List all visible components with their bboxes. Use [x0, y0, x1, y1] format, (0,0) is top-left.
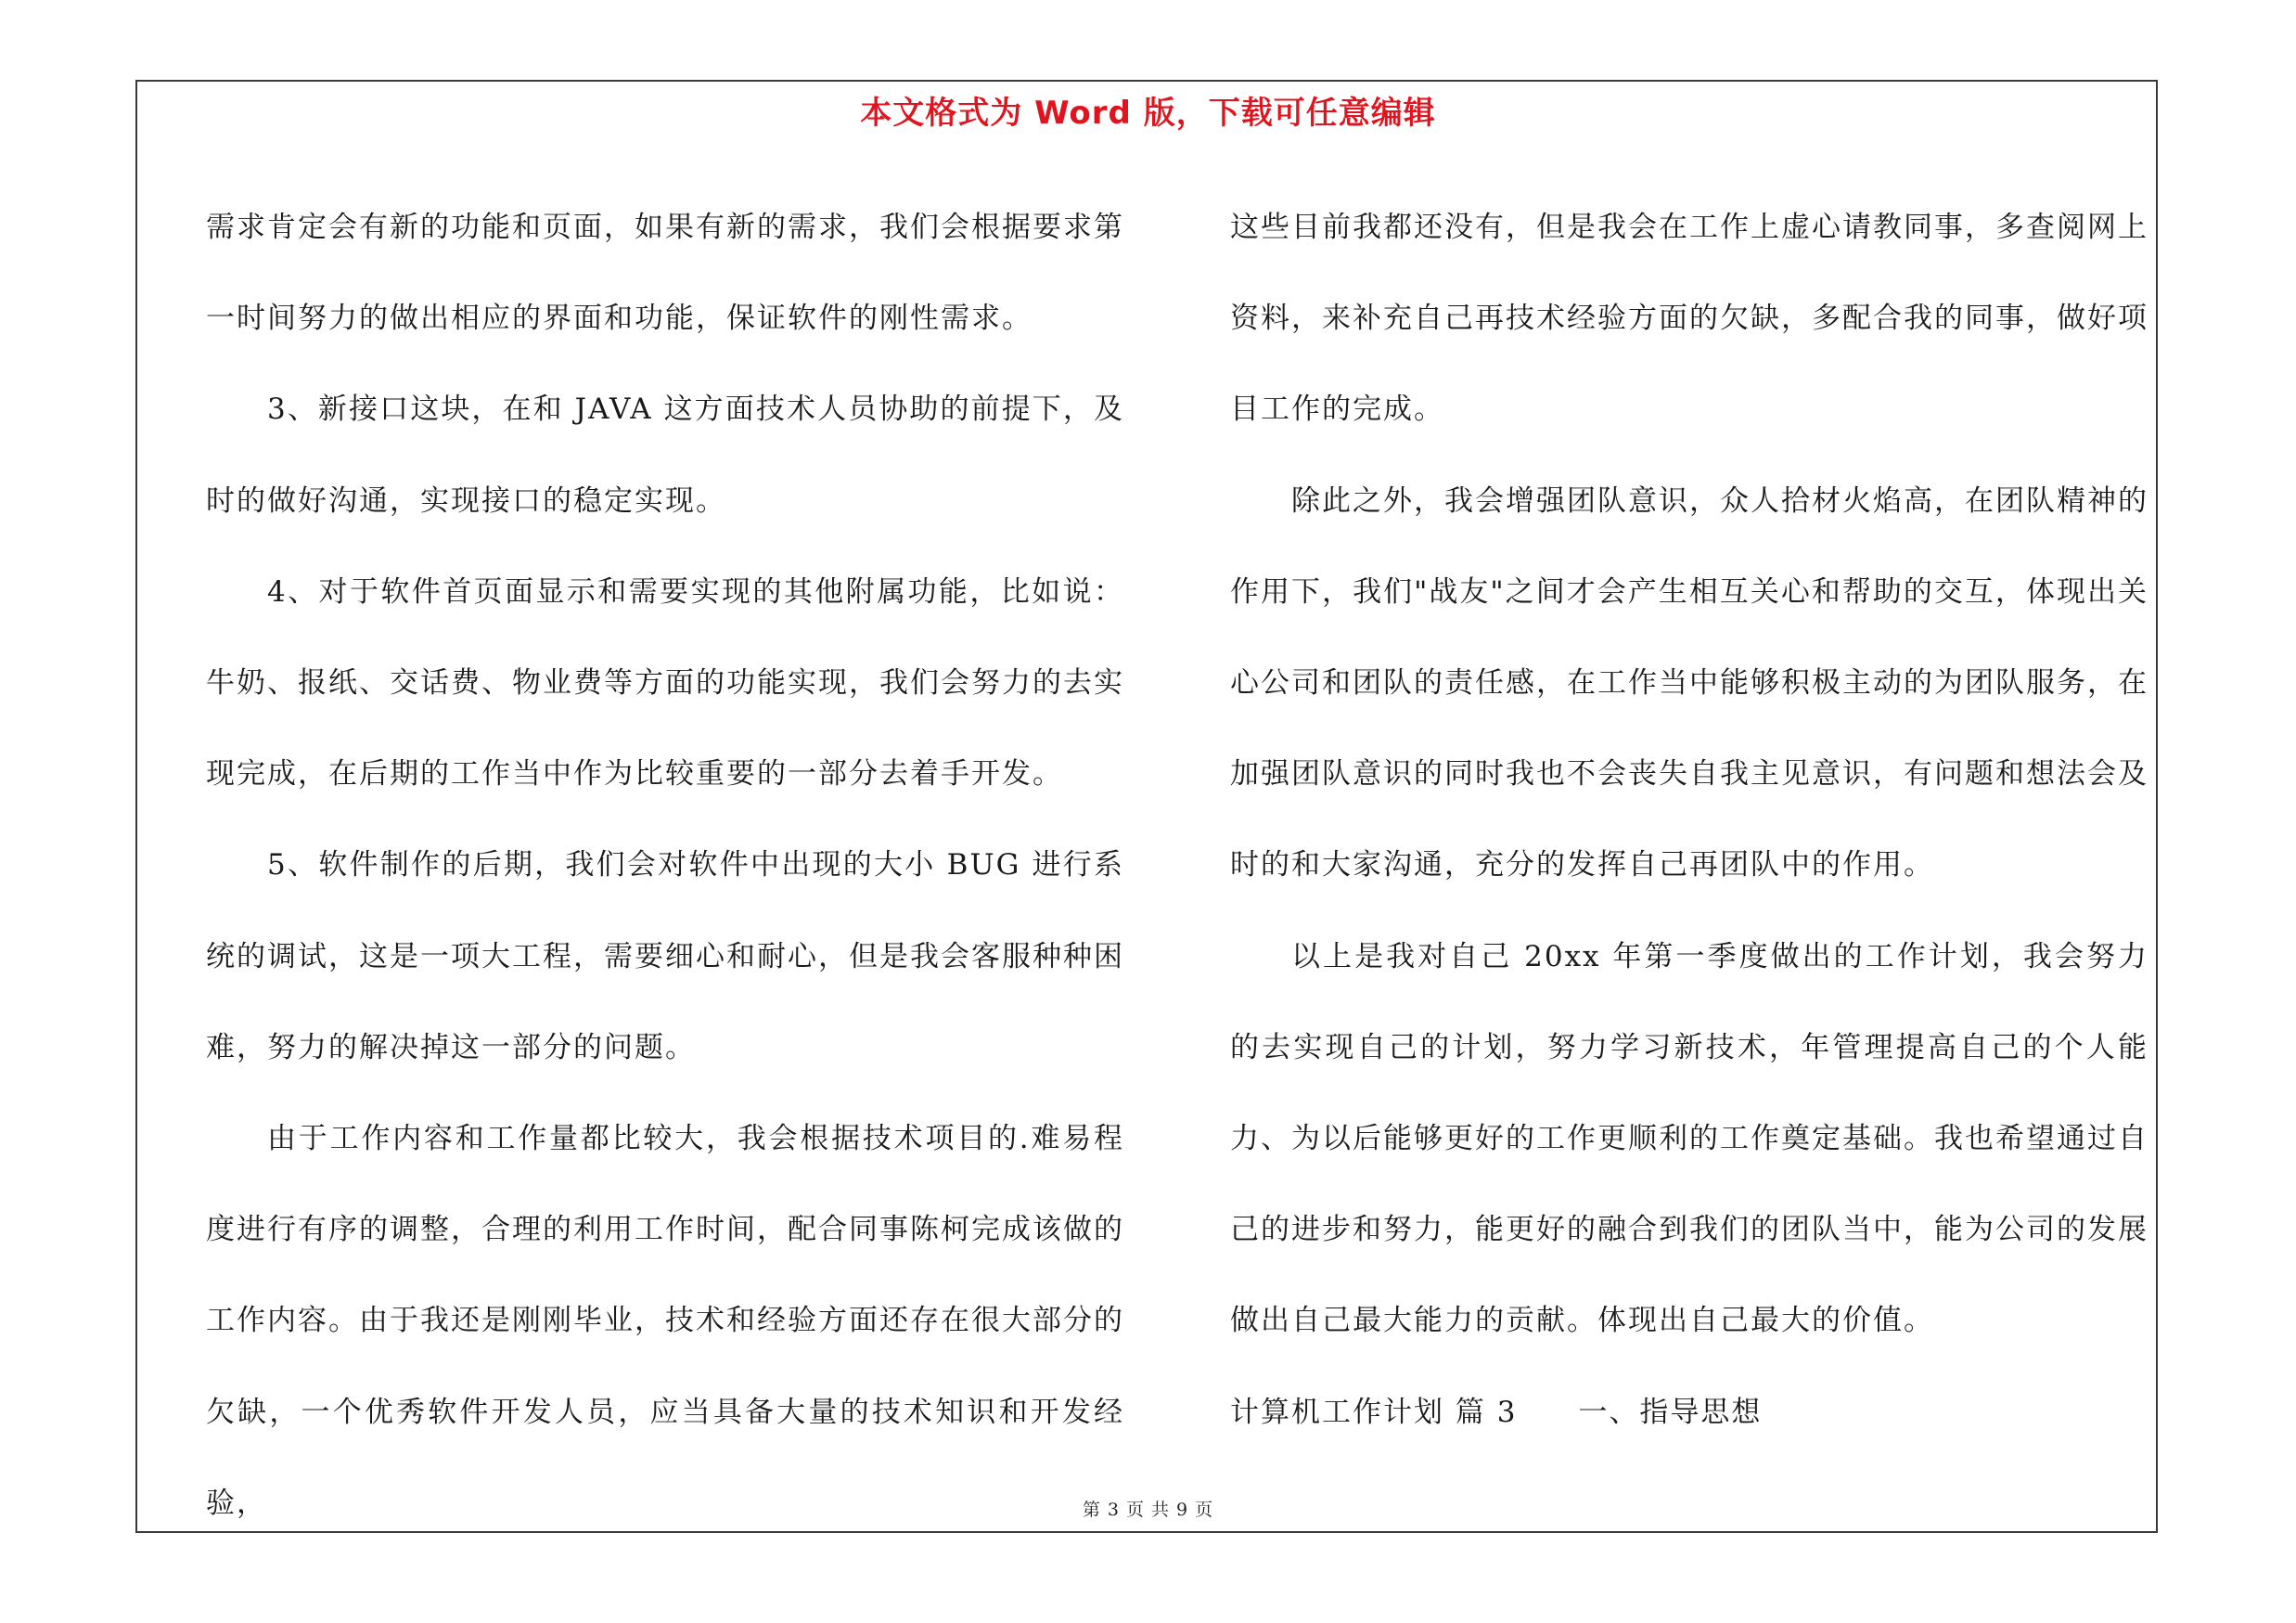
right-text-column — [1230, 182, 2148, 1458]
section-subtitle: 一、指导思想 — [1578, 1395, 1763, 1429]
paragraph-learning: 这些目前我都还没有，但是我会在工作上虚心请教同事，多查阅网上资料，来补充自己再技术经验方面的欠缺，多配合我的同事，做好项目工作的完成。 — [1230, 211, 2148, 427]
section-title: 计算机工作计划 篇 3 — [1230, 1395, 1518, 1429]
left-text-column — [206, 182, 1124, 1549]
paragraph-item-4-homepage: 4、对于软件首页面显示和需要实现的其他附属功能，比如说：牛奶、报纸、交话费、物业费等方面的功能实现，我们会努力的去实现完成，在后期的工作当中作为比较重要的一部分去着手开发。 — [206, 574, 1124, 792]
page-number-footer: 第 3 页 共 9 页 — [1082, 1500, 1214, 1520]
paragraph-summary: 以上是我对自己 20xx 年第一季度做出的工作计划，我会努力的去实现自己的计划，努力学习新技术，年管理提高自己的个人能力、为以后能够更好的工作更顺利的工作奠定基础。我也希望通过自己的进步和努力，能更好的融合到我们的团队当中，能为公司的发展做出自己最大能力的贡献。体现出自己最大的价值。 — [1230, 939, 2148, 1338]
paragraph-item-3-interface: 3、新接口这块，在和 JAVA 这方面技术人员协助的前提下，及时的做好沟通，实现接口的稳定实现。 — [206, 393, 1124, 518]
paragraph-teamwork: 除此之外，我会增强团队意识，众人拾材火焰高，在团队精神的作用下，我们"战友"之间才会产生相互关心和帮助的交互，体现出关心公司和团队的责任感，在工作当中能够积极主动的为团队服务，在加强团队意识的同时我也不会丧失自我主见意识，有问题和想法会及时的和大家沟通，充分的发挥自己再团队中的作用。 — [1230, 483, 2148, 882]
paragraph-item-5-debugging: 5、软件制作的后期，我们会对软件中出现的大小 BUG 进行系统的调试，这是一项大工程，需要细心和耐心，但是我会客服种种困难，努力的解决掉这一部分的问题。 — [206, 848, 1124, 1064]
format-notice-banner: 本文格式为 Word 版，下载可任意编辑 — [860, 95, 1436, 132]
section-heading — [1230, 1367, 2148, 1458]
paragraph-workload: 由于工作内容和工作量都比较大，我会根据技术项目的.难易程度进行有序的调整，合理的利用工作时间，配合同事陈柯完成该做的工作内容。由于我还是刚刚毕业，技术和经验方面还存在很大部分的欠缺，一个优秀软件开发人员，应当具备大量的技术知识和开发经验， — [206, 1122, 1124, 1520]
paragraph-requirements: 需求肯定会有新的功能和页面，如果有新的需求，我们会根据要求第一时间努力的做出相应的界面和功能，保证软件的刚性需求。 — [206, 211, 1124, 336]
